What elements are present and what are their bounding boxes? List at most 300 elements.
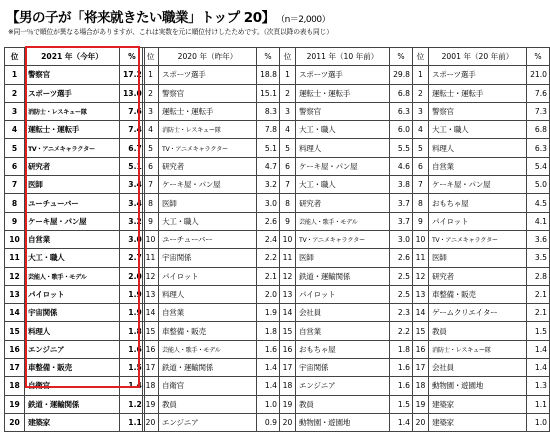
- rank-number: 2: [280, 84, 296, 102]
- job-name: 自衛官: [159, 377, 257, 395]
- table-row: [413, 212, 550, 230]
- job-percent: 1.6: [257, 340, 280, 358]
- table-row: [5, 84, 145, 102]
- table-row: [5, 139, 145, 157]
- table-row: [143, 176, 280, 194]
- rank-number: 8: [280, 194, 296, 212]
- job-percent: 1.5: [390, 395, 413, 413]
- rank-number: 14: [143, 304, 159, 322]
- job-name: 大工・職人: [296, 176, 390, 194]
- table-row: [5, 413, 145, 431]
- job-percent: 1.6: [120, 340, 145, 358]
- job-percent: 3.2: [257, 176, 280, 194]
- rank-number: 16: [143, 340, 159, 358]
- ranking-footnote: ※同一％で順位が異なる場合がありますが、これは実数を元に順位付けしたためです。（次頁以降の表も同じ）: [8, 28, 333, 36]
- job-percent: 8.3: [257, 102, 280, 120]
- job-percent: 6.0: [390, 121, 413, 139]
- job-percent: 0.9: [257, 413, 280, 431]
- rank-number: 17: [413, 359, 429, 377]
- job-percent: 1.9: [120, 304, 145, 322]
- job-name: ケーキ屋・パン屋: [428, 176, 526, 194]
- table-row: [280, 413, 413, 431]
- rank-number: 6: [5, 157, 25, 175]
- job-name: 研究者: [428, 267, 526, 285]
- job-name: TV・アニメキャラクター: [428, 230, 526, 248]
- job-name: パイロット: [25, 285, 120, 303]
- job-name: 動物園・遊園地: [428, 377, 526, 395]
- table-row: [413, 377, 550, 395]
- job-name: エンジニア: [25, 340, 120, 358]
- table-header-row: [280, 48, 413, 66]
- rank-number: 15: [280, 322, 296, 340]
- job-name: 医師: [296, 249, 390, 267]
- job-percent: 2.7: [120, 249, 145, 267]
- rank-number: 15: [143, 322, 159, 340]
- rank-number: 5: [143, 139, 159, 157]
- table-row: [5, 102, 145, 120]
- table-row: [5, 322, 145, 340]
- job-name: 医師: [159, 194, 257, 212]
- rank-number: 15: [5, 322, 25, 340]
- table-row: [5, 395, 145, 413]
- rank-number: 1: [5, 66, 25, 84]
- rank-number: 14: [413, 304, 429, 322]
- rank-number: 8: [5, 194, 25, 212]
- rank-number: 16: [5, 340, 25, 358]
- ranking-table-2001: [412, 47, 550, 432]
- job-name: スポーツ選手: [428, 66, 526, 84]
- job-percent: 2.1: [527, 285, 550, 303]
- job-name: TV・アニメキャラクター: [296, 230, 390, 248]
- table-header-row: [413, 48, 550, 66]
- table-row: [413, 395, 550, 413]
- job-percent: 6.8: [527, 121, 550, 139]
- rank-number: 12: [280, 267, 296, 285]
- table-row: [143, 377, 280, 395]
- table-row: [5, 249, 145, 267]
- job-percent: 1.4: [527, 359, 550, 377]
- job-percent: 6.3: [527, 139, 550, 157]
- rank-number: 9: [5, 212, 25, 230]
- table-row: [143, 340, 280, 358]
- rank-number: 13: [280, 285, 296, 303]
- job-percent: 7.6: [120, 102, 145, 120]
- job-name: 鉄道・運輸関係: [159, 359, 257, 377]
- table-row: [280, 194, 413, 212]
- job-percent: 3.7: [390, 194, 413, 212]
- table-row: [413, 102, 550, 120]
- rank-number: 20: [280, 413, 296, 431]
- rank-number: 4: [143, 121, 159, 139]
- job-name: 車整備・販売: [428, 285, 526, 303]
- rank-number: 7: [280, 176, 296, 194]
- job-percent: 1.1: [120, 413, 145, 431]
- sample-size-note: （n＝2,000）: [280, 15, 331, 25]
- job-name: スポーツ選手: [296, 66, 390, 84]
- table-row: [413, 322, 550, 340]
- table-row: [143, 267, 280, 285]
- page-title: [6, 6, 330, 26]
- table-row: [413, 267, 550, 285]
- rank-number: 14: [5, 304, 25, 322]
- job-percent: 18.8: [257, 66, 280, 84]
- rank-number: 7: [413, 176, 429, 194]
- header-year: 2011 年（10 年前）: [296, 48, 390, 66]
- rank-number: 8: [413, 194, 429, 212]
- job-percent: 15.1: [257, 84, 280, 102]
- job-percent: 7.8: [257, 121, 280, 139]
- job-name: 会社員: [428, 359, 526, 377]
- table-row: [143, 194, 280, 212]
- table-row: [413, 121, 550, 139]
- table-row: [5, 212, 145, 230]
- rank-number: 20: [5, 413, 25, 431]
- rank-number: 12: [143, 267, 159, 285]
- rank-number: 11: [413, 249, 429, 267]
- header-pct: %: [527, 48, 550, 66]
- table-row: [5, 377, 145, 395]
- table-row: [413, 359, 550, 377]
- job-percent: 1.9: [257, 304, 280, 322]
- job-percent: 5.5: [390, 139, 413, 157]
- job-percent: 13.0: [120, 84, 145, 102]
- job-percent: 3.4: [120, 194, 145, 212]
- job-name: 運転士・運転手: [159, 102, 257, 120]
- rank-number: 1: [143, 66, 159, 84]
- job-percent: 2.5: [390, 267, 413, 285]
- rank-number: 20: [413, 413, 429, 431]
- job-name: 医師: [428, 249, 526, 267]
- job-name: 宇宙関係: [296, 359, 390, 377]
- job-percent: 1.0: [527, 413, 550, 431]
- job-name: 建築家: [428, 413, 526, 431]
- table-row-extra: [413, 413, 550, 431]
- rank-number: 4: [413, 121, 429, 139]
- job-name: ケーキ屋・パン屋: [296, 157, 390, 175]
- job-percent: 21.0: [527, 66, 550, 84]
- job-percent: 2.8: [527, 267, 550, 285]
- header-year: 2001 年（20 年前）: [428, 48, 526, 66]
- table-row: [413, 230, 550, 248]
- rank-number: 9: [413, 212, 429, 230]
- table-row: [413, 249, 550, 267]
- rank-number: 14: [280, 304, 296, 322]
- job-name: ケーキ屋・パン屋: [159, 176, 257, 194]
- job-name: パイロット: [428, 212, 526, 230]
- job-name: エンジニア: [296, 377, 390, 395]
- job-name: エンジニア: [159, 413, 257, 431]
- job-percent: 2.6: [390, 249, 413, 267]
- table-row: [280, 230, 413, 248]
- rank-number: 17: [280, 359, 296, 377]
- job-percent: 7.6: [527, 84, 550, 102]
- job-percent: 1.4: [390, 413, 413, 431]
- job-name: 宇宙関係: [159, 249, 257, 267]
- rank-number: 10: [143, 230, 159, 248]
- job-percent: 2.3: [390, 304, 413, 322]
- rank-number: 11: [5, 249, 25, 267]
- job-percent: 1.5: [527, 322, 550, 340]
- job-percent: 3.0: [390, 230, 413, 248]
- rank-number: 17: [143, 359, 159, 377]
- job-percent: 3.8: [390, 176, 413, 194]
- job-name: 大工・職人: [428, 121, 526, 139]
- job-name: 自営業: [428, 157, 526, 175]
- job-name: 料理人: [25, 322, 120, 340]
- table-header-row: [5, 48, 145, 66]
- table-row: [280, 285, 413, 303]
- job-name: ユーチューバー: [25, 194, 120, 212]
- job-name: スポーツ選手: [25, 84, 120, 102]
- rank-number: 18: [280, 377, 296, 395]
- rank-number: 3: [280, 102, 296, 120]
- rank-number: 18: [143, 377, 159, 395]
- table-row: [413, 340, 550, 358]
- rank-number: 9: [143, 212, 159, 230]
- table-row: [143, 322, 280, 340]
- table-row: [280, 102, 413, 120]
- job-percent: 1.4: [257, 377, 280, 395]
- job-percent: 5.1: [120, 157, 145, 175]
- job-percent: 3.6: [527, 230, 550, 248]
- table-header-row: [143, 48, 280, 66]
- job-percent: 2.2: [257, 249, 280, 267]
- job-percent: 1.5: [120, 359, 145, 377]
- table-row: [5, 230, 145, 248]
- job-percent: 17.2: [120, 66, 145, 84]
- job-name: おもちゃ屋: [296, 340, 390, 358]
- table-row: [413, 194, 550, 212]
- rank-number: 3: [5, 102, 25, 120]
- job-name: 大工・職人: [296, 121, 390, 139]
- job-name: 警察官: [159, 84, 257, 102]
- table-row: [413, 157, 550, 175]
- header-year: 2020 年（昨年）: [159, 48, 257, 66]
- job-percent: 1.0: [257, 395, 280, 413]
- table-row: [143, 84, 280, 102]
- job-percent: 1.3: [527, 377, 550, 395]
- job-percent: 3.2: [120, 212, 145, 230]
- job-percent: 3.0: [257, 194, 280, 212]
- table-row: [5, 194, 145, 212]
- header-pct: %: [257, 48, 280, 66]
- job-name: 大工・職人: [25, 249, 120, 267]
- table-row: [143, 359, 280, 377]
- table-row: [5, 121, 145, 139]
- job-name: スポーツ選手: [159, 66, 257, 84]
- job-percent: 2.2: [390, 322, 413, 340]
- rank-number: 5: [5, 139, 25, 157]
- job-percent: 2.0: [257, 285, 280, 303]
- table-row: [143, 66, 280, 84]
- table-row: [143, 249, 280, 267]
- table-row: [280, 322, 413, 340]
- job-name: 運転士・運転手: [296, 84, 390, 102]
- job-percent: 6.7: [120, 139, 145, 157]
- rank-number: 15: [413, 322, 429, 340]
- table-row: [5, 359, 145, 377]
- job-percent: 3.7: [390, 212, 413, 230]
- table-row: [280, 340, 413, 358]
- job-name: 消防士・レスキュー隊: [25, 102, 120, 120]
- table-row: [413, 66, 550, 84]
- table-row: [143, 230, 280, 248]
- job-name: 消防士・レスキュー隊: [428, 340, 526, 358]
- rank-number: 7: [143, 176, 159, 194]
- header-year: 2021 年（今年）: [25, 48, 120, 66]
- rank-number: 2: [143, 84, 159, 102]
- job-name: ユーチューバー: [159, 230, 257, 248]
- table-row: [143, 304, 280, 322]
- rank-number: 19: [5, 395, 25, 413]
- table-row: [413, 304, 550, 322]
- rank-number: 8: [143, 194, 159, 212]
- rank-number: 5: [280, 139, 296, 157]
- table-row: [280, 395, 413, 413]
- rank-number: 18: [5, 377, 25, 395]
- job-name: 研究者: [159, 157, 257, 175]
- job-name: 警察官: [296, 102, 390, 120]
- job-percent: 1.2: [120, 395, 145, 413]
- table-row: [143, 285, 280, 303]
- table-row: [413, 285, 550, 303]
- job-percent: 4.5: [527, 194, 550, 212]
- job-name: 自衛官: [25, 377, 120, 395]
- rank-number: 1: [413, 66, 429, 84]
- rank-number: 19: [143, 395, 159, 413]
- table-row: [143, 157, 280, 175]
- header-rank: 位: [143, 48, 159, 66]
- rank-number: 17: [5, 359, 25, 377]
- job-percent: 1.8: [257, 322, 280, 340]
- title-text: 【男の子が「将来就きたい職業」トップ 20】: [6, 10, 275, 26]
- table-row: [280, 359, 413, 377]
- job-name: 芸能人・歌手・モデル: [296, 212, 390, 230]
- table-row: [280, 377, 413, 395]
- job-name: 動物園・遊園地: [296, 413, 390, 431]
- job-name: パイロット: [296, 285, 390, 303]
- job-name: 運転士・運転手: [25, 121, 120, 139]
- table-row: [280, 267, 413, 285]
- ranking-table-2020: [142, 47, 280, 432]
- table-row: [143, 212, 280, 230]
- job-percent: 1.9: [120, 285, 145, 303]
- job-percent: 1.1: [527, 395, 550, 413]
- header-pct: %: [120, 48, 145, 66]
- table-row: [280, 157, 413, 175]
- table-row: [5, 157, 145, 175]
- rank-number: 9: [280, 212, 296, 230]
- rank-number: 2: [5, 84, 25, 102]
- job-name: ケーキ屋・パン屋: [25, 212, 120, 230]
- job-name: 料理人: [428, 139, 526, 157]
- job-percent: 4.6: [390, 157, 413, 175]
- job-percent: 29.8: [390, 66, 413, 84]
- job-name: 自営業: [159, 304, 257, 322]
- job-name: TV・アニメキャラクター: [159, 139, 257, 157]
- rank-number: 6: [143, 157, 159, 175]
- job-name: 車整備・販売: [25, 359, 120, 377]
- job-percent: 5.4: [527, 157, 550, 175]
- table-row: [5, 66, 145, 84]
- rank-number: 5: [413, 139, 429, 157]
- job-percent: 4.1: [527, 212, 550, 230]
- job-name: 鉄道・運輸関係: [25, 395, 120, 413]
- table-row: [413, 139, 550, 157]
- rank-number: 3: [143, 102, 159, 120]
- rank-number: 13: [143, 285, 159, 303]
- rank-number: 19: [413, 395, 429, 413]
- job-percent: 7.4: [120, 121, 145, 139]
- job-name: 芸能人・歌手・モデル: [159, 340, 257, 358]
- ranking-table-2021: [4, 47, 145, 432]
- rank-number: 11: [143, 249, 159, 267]
- ranking-table-2011: [279, 47, 413, 432]
- job-percent: 3.0: [120, 230, 145, 248]
- job-percent: 4.7: [257, 157, 280, 175]
- job-percent: 7.3: [527, 102, 550, 120]
- header-rank: 位: [280, 48, 296, 66]
- job-name: 消防士・レスキュー隊: [159, 121, 257, 139]
- rank-number: 4: [5, 121, 25, 139]
- header-pct: %: [390, 48, 413, 66]
- rank-number: 16: [280, 340, 296, 358]
- job-percent: 6.3: [390, 102, 413, 120]
- job-percent: 2.1: [527, 304, 550, 322]
- table-row: [5, 267, 145, 285]
- job-percent: 1.8: [390, 340, 413, 358]
- table-row: [280, 139, 413, 157]
- rank-number: 2: [413, 84, 429, 102]
- rank-number: 7: [5, 176, 25, 194]
- table-row: [413, 176, 550, 194]
- job-name: 警察官: [428, 102, 526, 120]
- rank-number: 18: [413, 377, 429, 395]
- job-percent: 2.1: [257, 267, 280, 285]
- table-row: [280, 212, 413, 230]
- table-row: [280, 176, 413, 194]
- header-rank: 位: [5, 48, 25, 66]
- job-name: 料理人: [296, 139, 390, 157]
- job-percent: 2.0: [120, 267, 145, 285]
- table-row: [280, 249, 413, 267]
- job-name: 運転士・運転手: [428, 84, 526, 102]
- job-name: 研究者: [296, 194, 390, 212]
- job-name: 警察官: [25, 66, 120, 84]
- job-name: 教員: [159, 395, 257, 413]
- rank-number: 11: [280, 249, 296, 267]
- table-row: [143, 121, 280, 139]
- job-percent: 1.4: [527, 340, 550, 358]
- job-name: 建築家: [25, 413, 120, 431]
- rank-number: 4: [280, 121, 296, 139]
- job-name: 会社員: [296, 304, 390, 322]
- table-row: [5, 304, 145, 322]
- job-name: 宇宙関係: [25, 304, 120, 322]
- job-percent: 6.8: [390, 84, 413, 102]
- job-percent: 2.5: [390, 285, 413, 303]
- job-percent: 2.6: [257, 212, 280, 230]
- job-name: 自営業: [296, 322, 390, 340]
- job-name: 教員: [296, 395, 390, 413]
- rank-number: 20: [143, 413, 159, 431]
- table-row: [143, 413, 280, 431]
- job-name: 自営業: [25, 230, 120, 248]
- job-percent: 1.8: [120, 322, 145, 340]
- job-name: おもちゃ屋: [428, 194, 526, 212]
- rank-number: 1: [280, 66, 296, 84]
- job-percent: 5.1: [257, 139, 280, 157]
